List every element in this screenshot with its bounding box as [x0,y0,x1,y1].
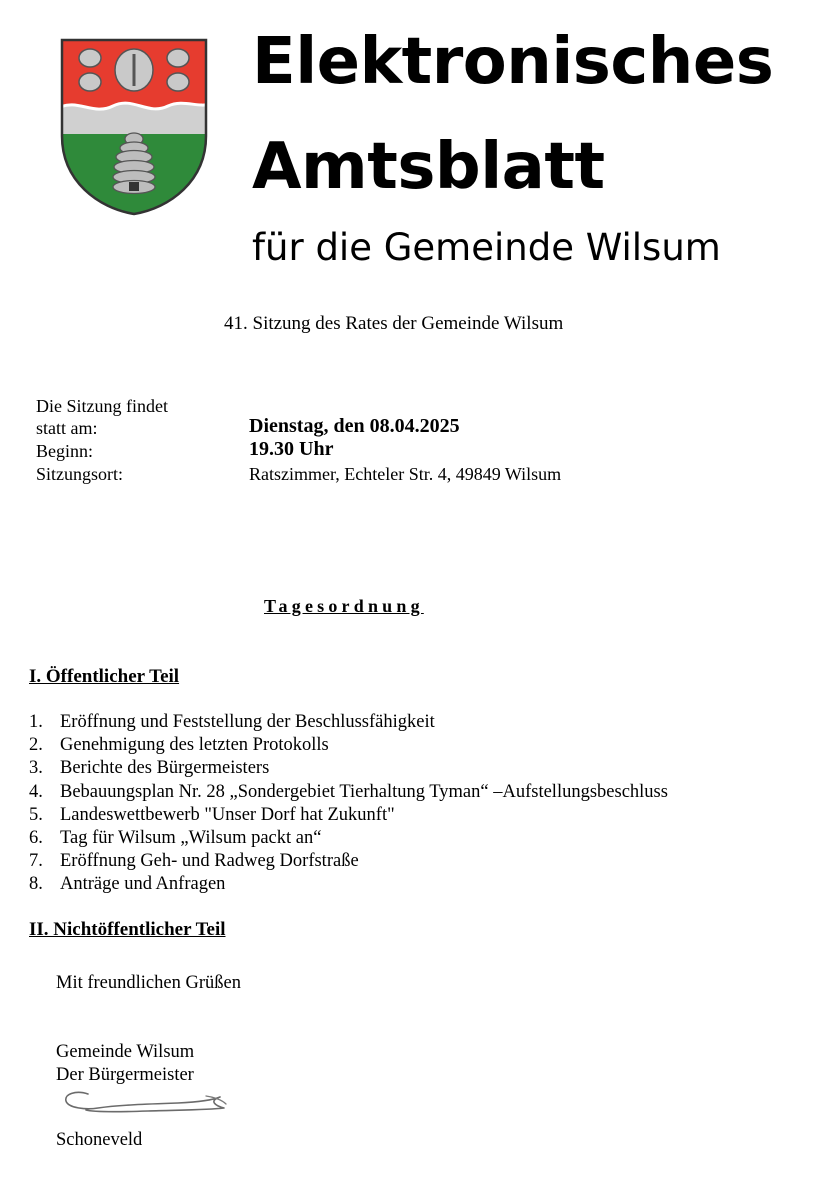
agenda-item-text: Landeswettbewerb "Unser Dorf hat Zukunft" [60,804,395,825]
agenda-item-text: Eröffnung Geh- und Radweg Dorfstraße [60,851,359,872]
agenda-item [29,781,668,804]
coat-of-arms-icon [58,36,210,216]
agenda-item [29,873,668,896]
agenda-item-text: Bebauungsplan Nr. 28 „Sondergebiet Tierhaltung Tyman“ –Aufstellungsbeschluss [60,781,668,802]
agenda-list [29,711,668,897]
date-label-line-2: statt am: [36,418,98,438]
agenda-item-number: 5. [29,804,43,825]
closing-organization: Gemeinde Wilsum [56,1042,195,1062]
agenda-item-text: Eröffnung und Feststellung der Beschlussfähigkeit [60,712,435,732]
agenda-item-text: Tag für Wilsum „Wilsum packt an“ [60,828,322,849]
agenda-item-number: 2. [29,735,43,756]
agenda-item-number: 4. [29,781,43,802]
public-section-heading: I. Öffentlicher Teil [29,666,180,687]
subtitle: für die Gemeinde Wilsum [252,226,721,269]
title-line-1: Elektronisches [252,25,774,99]
closing-role: Der Bürgermeister [56,1065,194,1085]
agenda-heading: Tagesordnung [264,596,424,616]
start-value: 19.30 Uhr [249,438,334,460]
agenda-item-text: Anträge und Anfragen [60,874,226,895]
agenda-item [29,734,668,757]
location-label: Sitzungsort: [36,464,124,484]
title-line-2: Amtsblatt [252,130,605,204]
date-label-line-1: Die Sitzung findet [36,396,168,416]
closing-greeting: Mit freundlichen Grüßen [56,973,241,993]
agenda-item [29,757,668,780]
agenda-item [29,804,668,827]
agenda-item [29,711,668,734]
agenda-item-number: 8. [29,874,43,895]
signature-icon [58,1088,233,1122]
agenda-item-number: 3. [29,758,43,779]
agenda-item-number: 7. [29,851,43,872]
start-label: Beginn: [36,441,93,461]
agenda-item-text: Genehmigung des letzten Protokolls [60,735,329,756]
agenda-item-number: 6. [29,828,43,849]
location-value: Ratszimmer, Echteler Str. 4, 49849 Wilsum [249,464,562,484]
agenda-item-number: 1. [29,712,43,732]
date-value: Dienstag, den 08.04.2025 [249,415,460,437]
agenda-item [29,850,668,873]
private-section-heading: II. Nichtöffentlicher Teil [29,919,226,940]
signatory-name: Schoneveld [56,1130,143,1150]
agenda-item [29,827,668,850]
session-title: 41. Sitzung des Rates der Gemeinde Wilsum [224,313,564,334]
agenda-item-text: Berichte des Bürgermeisters [60,758,270,779]
